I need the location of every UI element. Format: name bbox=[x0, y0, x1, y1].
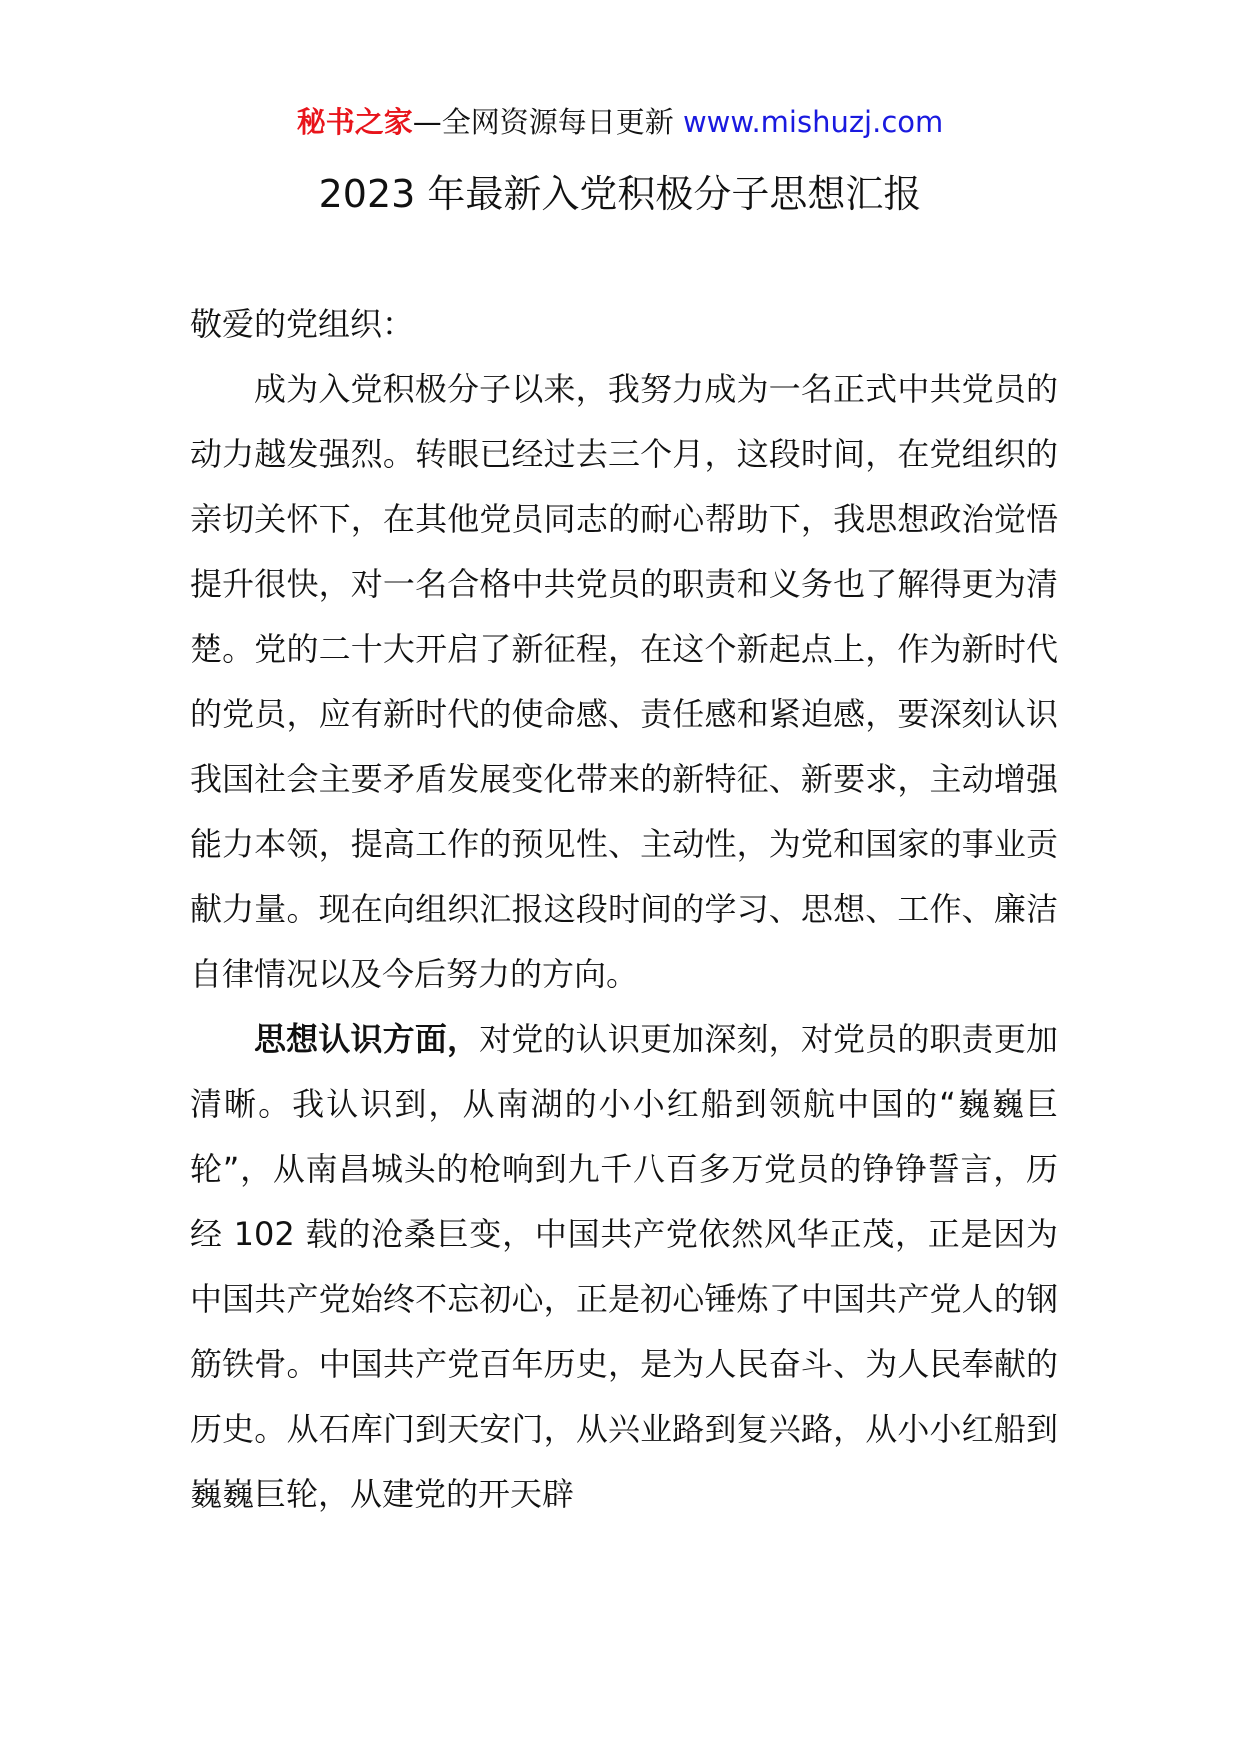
site-header bbox=[0, 102, 1240, 142]
salutation: 敬爱的党组织： bbox=[190, 305, 415, 343]
document-body bbox=[190, 292, 1058, 1527]
paragraph-intro bbox=[190, 357, 1058, 1007]
paragraph-thought-understanding bbox=[190, 1007, 1058, 1527]
document-title: 2023 年最新入党积极分子思想汇报 bbox=[318, 172, 922, 216]
paragraph-lead: 思想认识方面， bbox=[254, 1020, 480, 1058]
paragraph-text: 对党的认识更加深刻，对党员的职责更加清晰。我认识到，从南湖的小小红船到领航中国的“巍巍巨轮”，从南昌城头的枪响到九千八百多万党员的铮铮誓言，历经 102 载的沧桑巨变，中国共产党依然风华正茂，正是因为中国共产党始终不忘初心，正是初心锤炼了中国共产党人的钢筋铁骨。中国共产党百年历史，是为人民奋斗、为人民奉献的历史。从石库门到天安门，从兴业路到复兴路，从小小红船到巍巍巨轮，从建党的开天辟 bbox=[190, 1020, 1058, 1513]
brand-name: 秘书之家 bbox=[296, 105, 413, 139]
site-slogan: —全网资源每日更新 bbox=[412, 105, 674, 139]
paragraph-text: 成为入党积极分子以来，我努力成为一名正式中共党员的动力越发强烈。转眼已经过去三个月，这段时间，在党组织的亲切关怀下，在其他党员同志的耐心帮助下，我思想政治觉悟提升很快，对一名合格中共党员的职责和义务也了解得更为清楚。党的二十大开启了新征程，在这个新起点上，作为新时代的党员，应有新时代的使命感、责任感和紧迫感，要深刻认识我国社会主要矛盾发展变化带来的新特征、新要求，主动增强能力本领，提高工作的预见性、主动性，为党和国家的事业贡献力量。现在向组织汇报这段时间的学习、思想、工作、廉洁自律情况以及今后努力的方向。 bbox=[190, 370, 1058, 993]
site-url-link[interactable]: www.mishuzj.com bbox=[682, 105, 944, 139]
